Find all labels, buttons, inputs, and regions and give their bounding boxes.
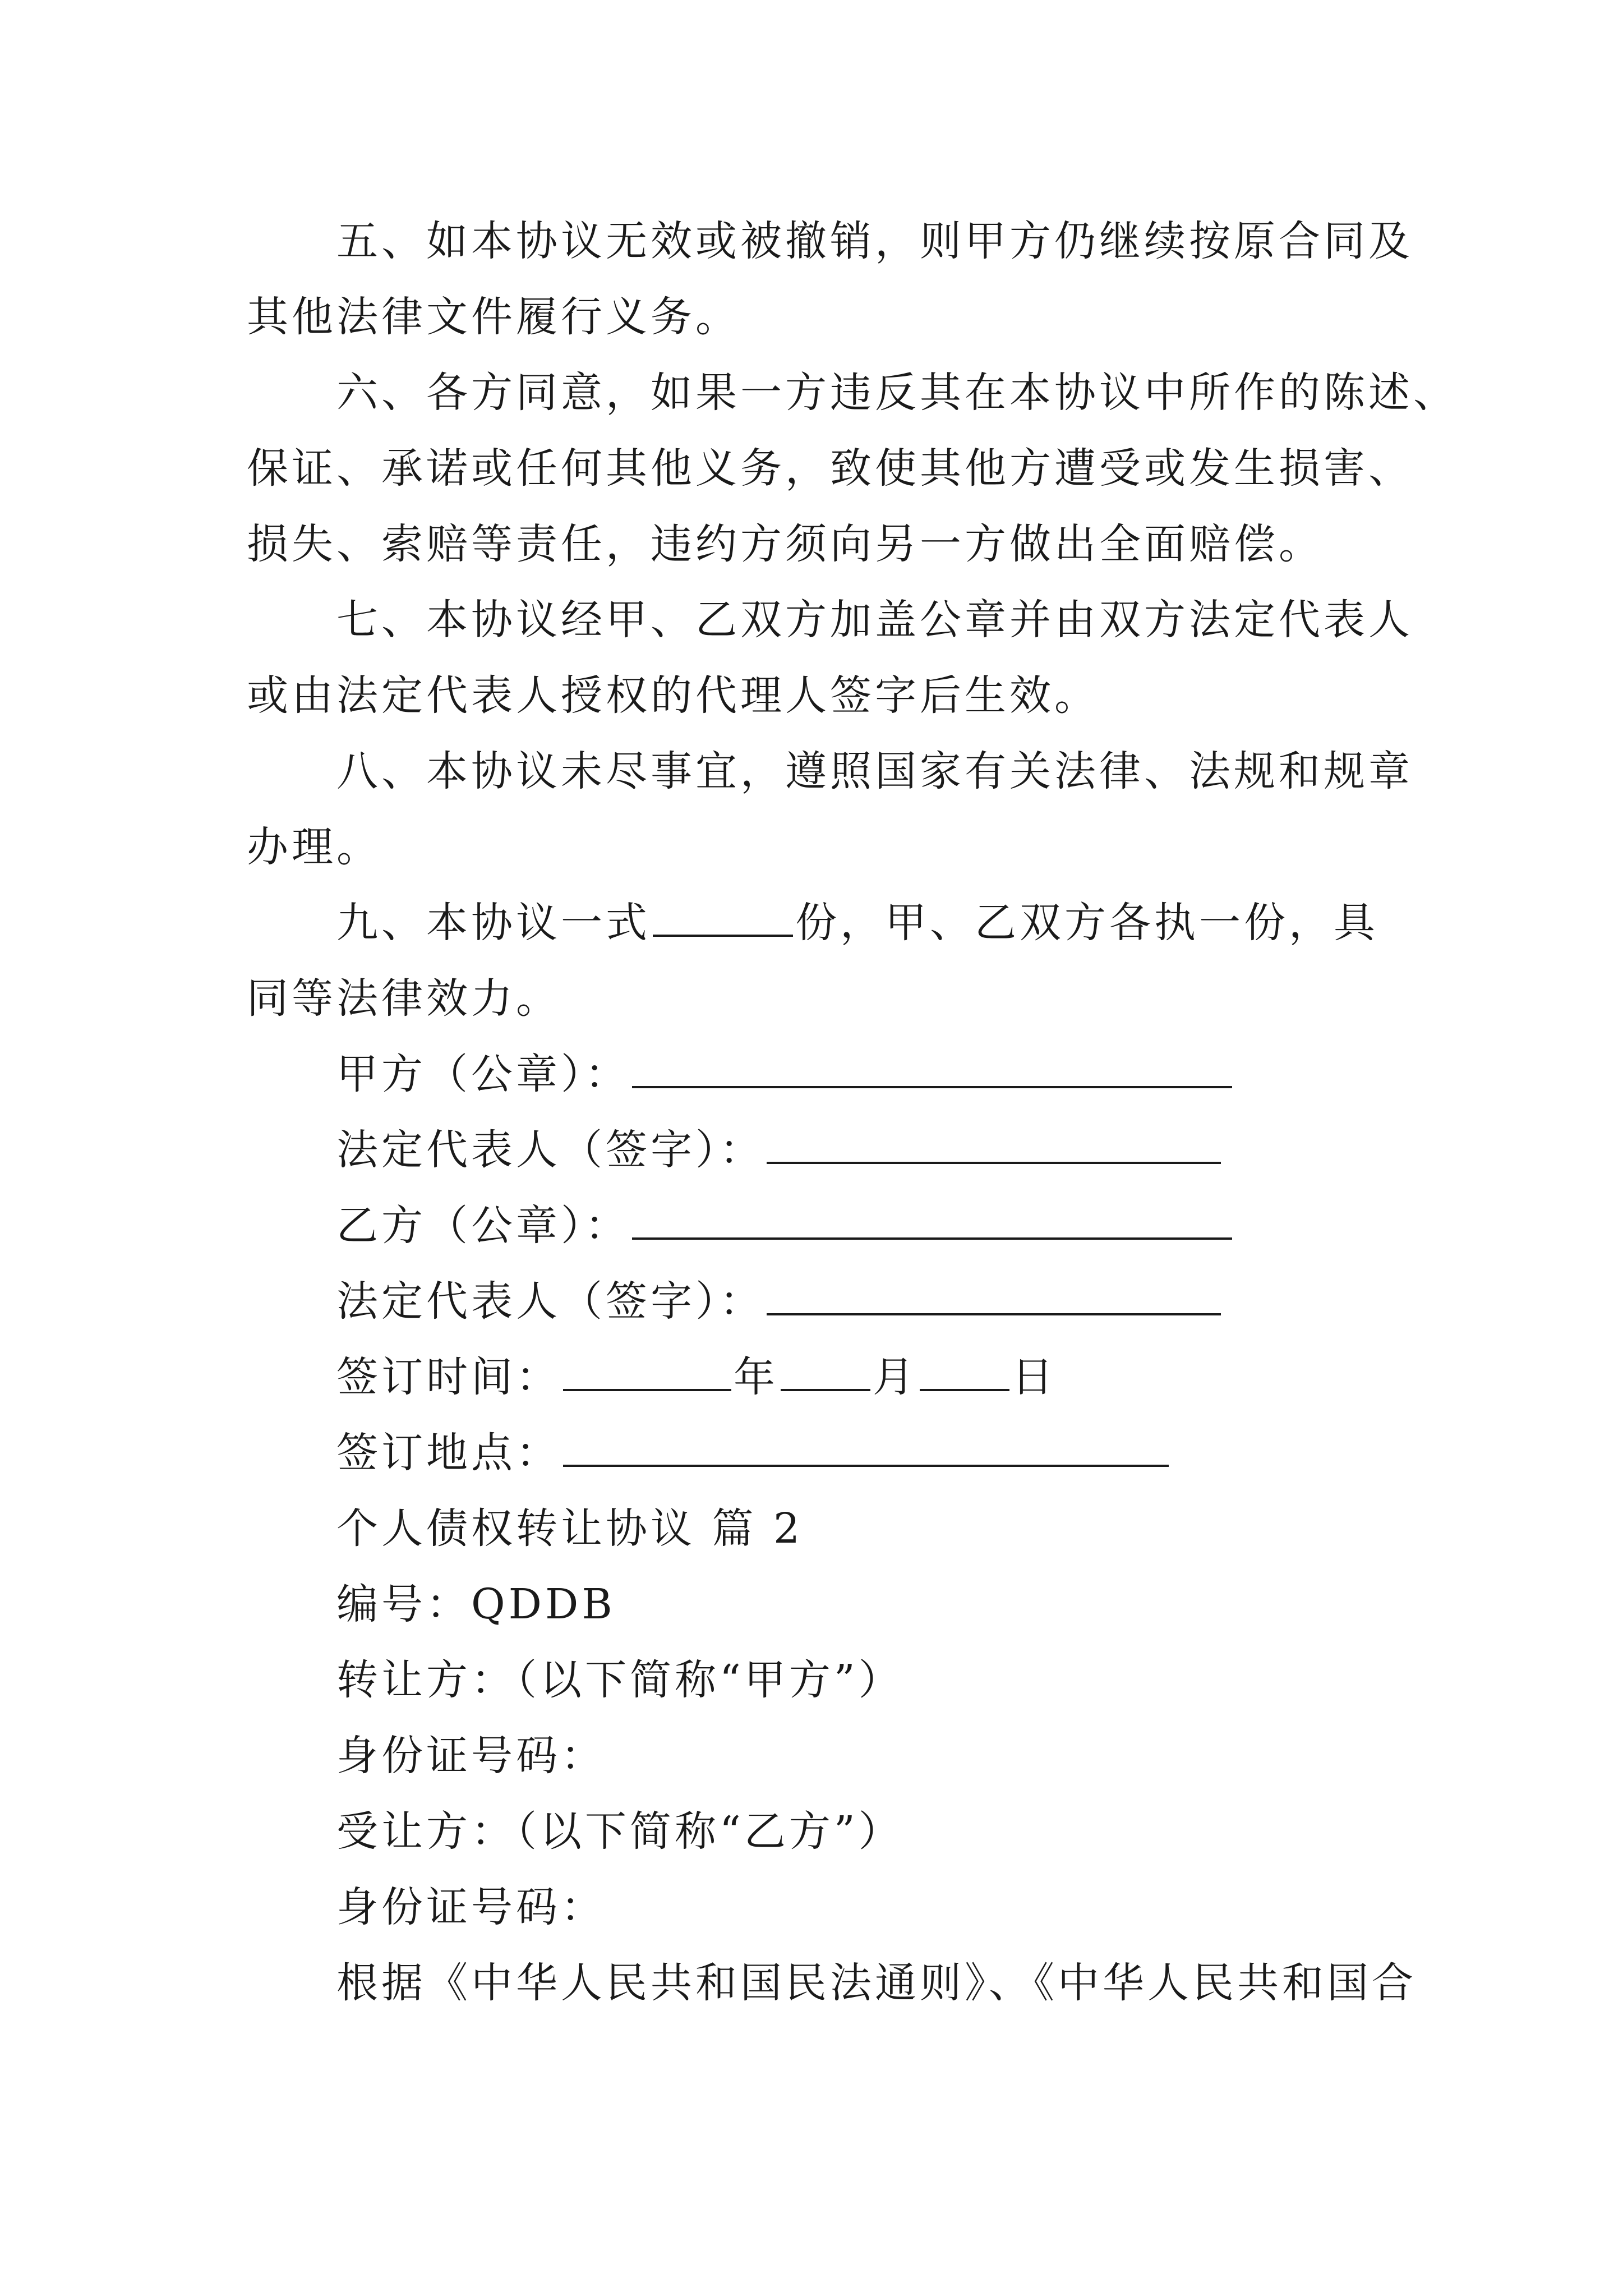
party-a-rep-line [336, 1122, 1223, 1178]
transferor-id-line: 身份证号码： [336, 1732, 606, 1780]
day-label: 日 [1012, 1353, 1057, 1401]
legal-basis-line: 根据《中华人民共和国民法通则》、《中华人民共和国合 [336, 1959, 1417, 2007]
party-b-seal-label: 乙方（公章）： [336, 1202, 630, 1250]
sign-time-label: 签订时间： [336, 1353, 561, 1401]
clause-6-line-3: 损失、索赔等责任，违约方须向另一方做出全面赔偿。 [247, 520, 1324, 568]
party-a-seal-line [336, 1046, 1234, 1102]
clause-7-line-2: 或由法定代表人授权的代理人签字后生效。 [247, 671, 1099, 720]
month-label: 月 [873, 1353, 917, 1401]
month-blank [781, 1355, 870, 1391]
party-b-rep-blank [767, 1280, 1221, 1315]
clause-9-text-before-blank: 九、本协议一式 [336, 899, 651, 947]
clause-6-line-1: 六、各方同意，如果一方违反其在本协议中所作的陈述、 [336, 369, 1458, 417]
party-a-seal-blank [632, 1052, 1232, 1088]
clause-8-line-2: 办理。 [247, 823, 381, 871]
party-a-rep-label: 法定代表人（签字）： [336, 1126, 764, 1174]
sign-place-line [336, 1425, 1171, 1481]
sign-place-blank [563, 1431, 1169, 1467]
clause-6-line-2: 保证、承诺或任何其他义务，致使其他方遭受或发生损害、 [247, 444, 1413, 493]
clause-5-line-1: 五、如本协议无效或被撤销，则甲方仍继续按原合同及 [336, 217, 1413, 265]
clause-5-line-2: 其他法律文件履行义务。 [247, 293, 740, 341]
sign-time-line [336, 1349, 1057, 1405]
section-2-title: 个人债权转让协议 篇 2 [336, 1504, 804, 1553]
copies-blank [653, 901, 793, 937]
clause-7-line-1: 七、本协议经甲、乙双方加盖公章并由双方法定代表人 [336, 596, 1413, 644]
party-b-seal-line [336, 1198, 1234, 1254]
party-b-seal-blank [632, 1204, 1232, 1240]
clause-9-text-after-blank: 份，甲、乙双方各执一份，具 [795, 899, 1378, 947]
clause-9-line-1 [336, 895, 1378, 951]
party-a-seal-label: 甲方（公章）： [336, 1050, 630, 1098]
clause-8-line-1: 八、本协议未尽事宜，遵照国家有关法律、法规和规章 [336, 747, 1413, 795]
party-a-rep-blank [767, 1128, 1221, 1164]
document-number: 编号：QDDB [336, 1580, 616, 1628]
day-blank [920, 1355, 1009, 1391]
party-b-rep-label: 法定代表人（签字）： [336, 1277, 764, 1326]
transferee-line: 受让方：（以下简称“乙方”） [336, 1807, 903, 1856]
clause-9-line-2: 同等法律效力。 [247, 974, 561, 1023]
transferor-line: 转让方：（以下简称“甲方”） [336, 1656, 903, 1704]
party-b-rep-line [336, 1273, 1223, 1329]
year-label: 年 [734, 1353, 778, 1401]
transferee-id-line: 身份证号码： [336, 1883, 606, 1931]
sign-place-label: 签订地点： [336, 1429, 561, 1477]
year-blank [563, 1355, 731, 1391]
